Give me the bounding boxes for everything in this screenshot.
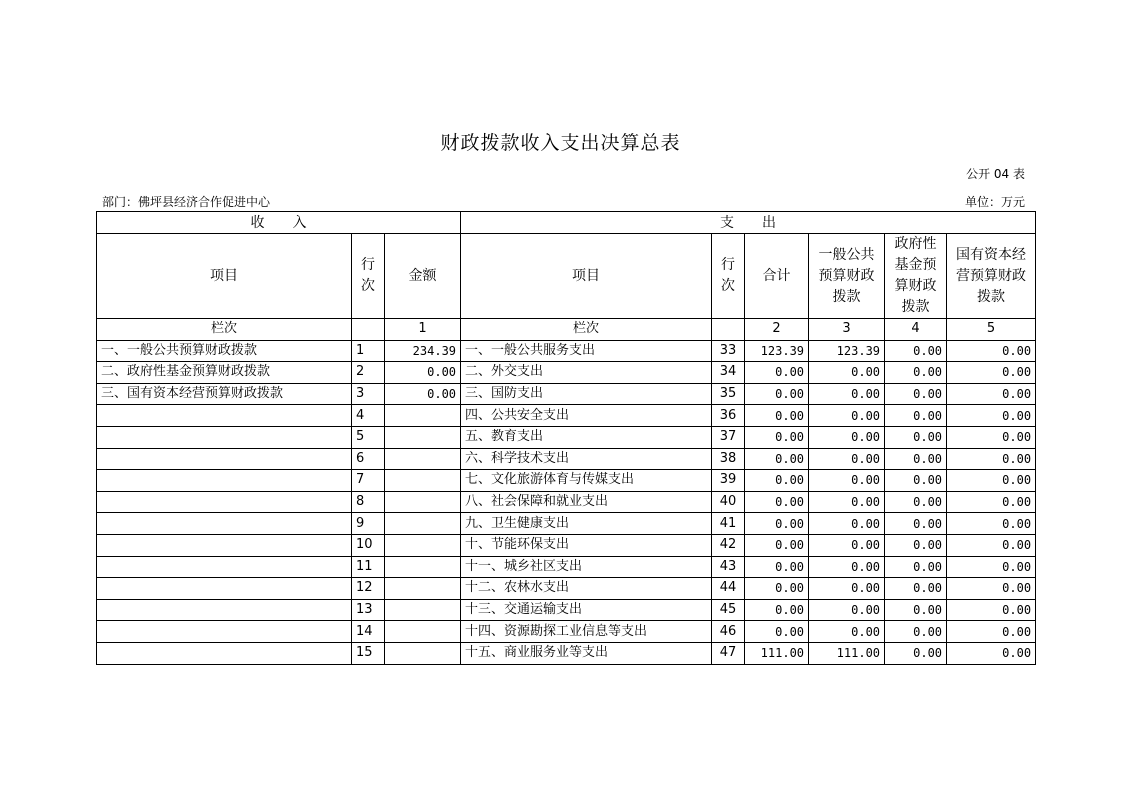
income-amount-cell bbox=[385, 470, 461, 492]
table-row bbox=[97, 383, 1036, 405]
expense-row-cell: 33 bbox=[712, 340, 745, 362]
general-cell: 111.00 bbox=[809, 642, 885, 664]
income-amount-header: 金额 bbox=[385, 234, 461, 319]
table-row bbox=[97, 340, 1036, 362]
expense-row-cell: 38 bbox=[712, 448, 745, 470]
income-item-cell bbox=[97, 621, 352, 643]
total-cell: 0.00 bbox=[745, 448, 809, 470]
income-amount-cell bbox=[385, 578, 461, 600]
gov-fund-cell: 0.00 bbox=[885, 362, 947, 384]
section-header-row bbox=[97, 212, 1036, 234]
expense-row-cell: 42 bbox=[712, 534, 745, 556]
income-amount-cell: 0.00 bbox=[385, 362, 461, 384]
income-row-cell: 9 bbox=[352, 513, 385, 535]
gov-fund-cell: 0.00 bbox=[885, 599, 947, 621]
column-header-row bbox=[97, 234, 1036, 319]
income-item-cell bbox=[97, 405, 352, 427]
income-item-cell: 一、一般公共预算财政拨款 bbox=[97, 340, 352, 362]
income-item-cell bbox=[97, 642, 352, 664]
table-row bbox=[97, 405, 1036, 427]
total-cell: 0.00 bbox=[745, 426, 809, 448]
general-cell: 0.00 bbox=[809, 534, 885, 556]
general-cell: 0.00 bbox=[809, 405, 885, 427]
income-item-cell: 三、国有资本经营预算财政拨款 bbox=[97, 383, 352, 405]
general-cell: 0.00 bbox=[809, 470, 885, 492]
income-row-cell: 13 bbox=[352, 599, 385, 621]
total-cell: 0.00 bbox=[745, 556, 809, 578]
table-code: 公开 04 表 bbox=[966, 167, 1025, 181]
income-row-cell: 3 bbox=[352, 383, 385, 405]
income-item-cell bbox=[97, 448, 352, 470]
income-item-cell bbox=[97, 556, 352, 578]
income-row-cell: 15 bbox=[352, 642, 385, 664]
expense-row-cell: 35 bbox=[712, 383, 745, 405]
page-title: 财政拨款收入支出决算总表 bbox=[440, 132, 681, 154]
general-cell: 0.00 bbox=[809, 448, 885, 470]
income-row-cell: 5 bbox=[352, 426, 385, 448]
department-label: 部门：佛坪县经济合作促进中心 bbox=[102, 195, 271, 209]
expense-state-capital-header: 国有资本经营预算财政拨款 bbox=[947, 234, 1036, 319]
state-capital-cell: 0.00 bbox=[947, 513, 1036, 535]
expense-column-label: 栏次 bbox=[461, 319, 712, 341]
expense-item-cell: 三、国防支出 bbox=[461, 383, 712, 405]
state-capital-cell: 0.00 bbox=[947, 556, 1036, 578]
income-amount-cell: 234.39 bbox=[385, 340, 461, 362]
income-amount-colnum: 1 bbox=[385, 319, 461, 341]
total-cell: 0.00 bbox=[745, 599, 809, 621]
general-cell: 0.00 bbox=[809, 556, 885, 578]
gov-fund-cell: 0.00 bbox=[885, 491, 947, 513]
gov-fund-cell: 0.00 bbox=[885, 340, 947, 362]
income-row-cell: 7 bbox=[352, 470, 385, 492]
income-amount-cell bbox=[385, 426, 461, 448]
total-cell: 0.00 bbox=[745, 578, 809, 600]
expense-item-cell: 十五、商业服务业等支出 bbox=[461, 642, 712, 664]
table-row bbox=[97, 513, 1036, 535]
income-column-label: 栏次 bbox=[97, 319, 352, 341]
income-item-cell bbox=[97, 599, 352, 621]
income-item-cell bbox=[97, 426, 352, 448]
state-capital-colnum: 5 bbox=[947, 319, 1036, 341]
table-row bbox=[97, 470, 1036, 492]
expense-row-cell: 47 bbox=[712, 642, 745, 664]
gov-fund-cell: 0.00 bbox=[885, 513, 947, 535]
total-cell: 0.00 bbox=[745, 621, 809, 643]
income-item-cell bbox=[97, 470, 352, 492]
expense-row-cell: 37 bbox=[712, 426, 745, 448]
general-cell: 0.00 bbox=[809, 426, 885, 448]
income-amount-cell bbox=[385, 405, 461, 427]
income-item-header: 项目 bbox=[97, 234, 352, 319]
total-cell: 0.00 bbox=[745, 383, 809, 405]
expense-row-cell: 34 bbox=[712, 362, 745, 384]
expense-item-cell: 四、公共安全支出 bbox=[461, 405, 712, 427]
gov-fund-cell: 0.00 bbox=[885, 578, 947, 600]
state-capital-cell: 0.00 bbox=[947, 362, 1036, 384]
income-item-cell bbox=[97, 491, 352, 513]
state-capital-cell: 0.00 bbox=[947, 470, 1036, 492]
expense-row-cell: 43 bbox=[712, 556, 745, 578]
expense-row-cell: 46 bbox=[712, 621, 745, 643]
gov-fund-cell: 0.00 bbox=[885, 383, 947, 405]
total-cell: 0.00 bbox=[745, 491, 809, 513]
gov-fund-cell: 0.00 bbox=[885, 534, 947, 556]
income-row-cell: 1 bbox=[352, 340, 385, 362]
income-row-cell: 11 bbox=[352, 556, 385, 578]
expense-row-cell: 39 bbox=[712, 470, 745, 492]
general-colnum: 3 bbox=[809, 319, 885, 341]
income-amount-cell bbox=[385, 491, 461, 513]
expense-item-cell: 六、科学技术支出 bbox=[461, 448, 712, 470]
general-cell: 0.00 bbox=[809, 491, 885, 513]
table-row bbox=[97, 621, 1036, 643]
income-item-cell bbox=[97, 513, 352, 535]
table-row bbox=[97, 534, 1036, 556]
expense-item-cell: 十四、资源勘探工业信息等支出 bbox=[461, 621, 712, 643]
expense-total-header: 合计 bbox=[745, 234, 809, 319]
expense-item-cell: 九、卫生健康支出 bbox=[461, 513, 712, 535]
gov-fund-cell: 0.00 bbox=[885, 470, 947, 492]
expense-row-blank bbox=[712, 319, 745, 341]
total-cell: 0.00 bbox=[745, 470, 809, 492]
expense-item-cell: 七、文化旅游体育与传媒支出 bbox=[461, 470, 712, 492]
state-capital-cell: 0.00 bbox=[947, 578, 1036, 600]
table-row bbox=[97, 491, 1036, 513]
income-row-header: 行次 bbox=[352, 234, 385, 319]
unit-label: 单位：万元 bbox=[964, 195, 1025, 209]
expense-section-header: 支 出 bbox=[461, 212, 1036, 234]
general-cell: 0.00 bbox=[809, 621, 885, 643]
gov-fund-cell: 0.00 bbox=[885, 426, 947, 448]
total-cell: 111.00 bbox=[745, 642, 809, 664]
general-cell: 0.00 bbox=[809, 362, 885, 384]
expense-item-cell: 十一、城乡社区支出 bbox=[461, 556, 712, 578]
state-capital-cell: 0.00 bbox=[947, 426, 1036, 448]
expense-item-cell: 十二、农林水支出 bbox=[461, 578, 712, 600]
expense-gov-fund-header: 政府性基金预算财政拨款 bbox=[885, 234, 947, 319]
state-capital-cell: 0.00 bbox=[947, 383, 1036, 405]
general-cell: 0.00 bbox=[809, 383, 885, 405]
income-row-cell: 10 bbox=[352, 534, 385, 556]
expense-row-cell: 36 bbox=[712, 405, 745, 427]
gov-fund-cell: 0.00 bbox=[885, 621, 947, 643]
table-row bbox=[97, 642, 1036, 664]
total-cell: 123.39 bbox=[745, 340, 809, 362]
expense-row-cell: 45 bbox=[712, 599, 745, 621]
income-row-cell: 4 bbox=[352, 405, 385, 427]
expense-item-cell: 一、一般公共服务支出 bbox=[461, 340, 712, 362]
income-row-cell: 2 bbox=[352, 362, 385, 384]
state-capital-cell: 0.00 bbox=[947, 534, 1036, 556]
table-row bbox=[97, 426, 1036, 448]
gov-fund-cell: 0.00 bbox=[885, 642, 947, 664]
gov-fund-cell: 0.00 bbox=[885, 448, 947, 470]
expense-general-header: 一般公共预算财政拨款 bbox=[809, 234, 885, 319]
state-capital-cell: 0.00 bbox=[947, 491, 1036, 513]
general-cell: 123.39 bbox=[809, 340, 885, 362]
total-cell: 0.00 bbox=[745, 534, 809, 556]
income-amount-cell bbox=[385, 534, 461, 556]
income-amount-cell bbox=[385, 556, 461, 578]
expense-item-cell: 八、社会保障和就业支出 bbox=[461, 491, 712, 513]
expense-item-cell: 十、节能环保支出 bbox=[461, 534, 712, 556]
income-amount-cell bbox=[385, 513, 461, 535]
total-colnum: 2 bbox=[745, 319, 809, 341]
income-item-cell bbox=[97, 534, 352, 556]
state-capital-cell: 0.00 bbox=[947, 621, 1036, 643]
total-cell: 0.00 bbox=[745, 513, 809, 535]
general-cell: 0.00 bbox=[809, 578, 885, 600]
income-amount-cell bbox=[385, 642, 461, 664]
table-row bbox=[97, 599, 1036, 621]
state-capital-cell: 0.00 bbox=[947, 340, 1036, 362]
column-number-row bbox=[97, 319, 1036, 341]
expense-item-cell: 十三、交通运输支出 bbox=[461, 599, 712, 621]
income-item-cell: 二、政府性基金预算财政拨款 bbox=[97, 362, 352, 384]
table-row bbox=[97, 556, 1036, 578]
expense-row-cell: 44 bbox=[712, 578, 745, 600]
state-capital-cell: 0.00 bbox=[947, 642, 1036, 664]
income-amount-cell bbox=[385, 448, 461, 470]
gov-fund-cell: 0.00 bbox=[885, 556, 947, 578]
general-cell: 0.00 bbox=[809, 513, 885, 535]
state-capital-cell: 0.00 bbox=[947, 599, 1036, 621]
income-row-cell: 12 bbox=[352, 578, 385, 600]
income-row-cell: 6 bbox=[352, 448, 385, 470]
income-row-blank bbox=[352, 319, 385, 341]
income-amount-cell bbox=[385, 599, 461, 621]
expense-row-cell: 41 bbox=[712, 513, 745, 535]
income-row-cell: 8 bbox=[352, 491, 385, 513]
income-row-cell: 14 bbox=[352, 621, 385, 643]
total-cell: 0.00 bbox=[745, 405, 809, 427]
state-capital-cell: 0.00 bbox=[947, 405, 1036, 427]
state-capital-cell: 0.00 bbox=[947, 448, 1036, 470]
general-cell: 0.00 bbox=[809, 599, 885, 621]
income-amount-cell: 0.00 bbox=[385, 383, 461, 405]
table-row bbox=[97, 578, 1036, 600]
income-section-header: 收 入 bbox=[97, 212, 461, 234]
table-row bbox=[97, 448, 1036, 470]
expense-row-header: 行次 bbox=[712, 234, 745, 319]
expense-row-cell: 40 bbox=[712, 491, 745, 513]
expense-item-cell: 五、教育支出 bbox=[461, 426, 712, 448]
table-row bbox=[97, 362, 1036, 384]
total-cell: 0.00 bbox=[745, 362, 809, 384]
gov-fund-cell: 0.00 bbox=[885, 405, 947, 427]
income-amount-cell bbox=[385, 621, 461, 643]
expense-item-cell: 二、外交支出 bbox=[461, 362, 712, 384]
income-item-cell bbox=[97, 578, 352, 600]
appropriation-table bbox=[96, 211, 1036, 665]
gov-fund-colnum: 4 bbox=[885, 319, 947, 341]
expense-item-header: 项目 bbox=[461, 234, 712, 319]
